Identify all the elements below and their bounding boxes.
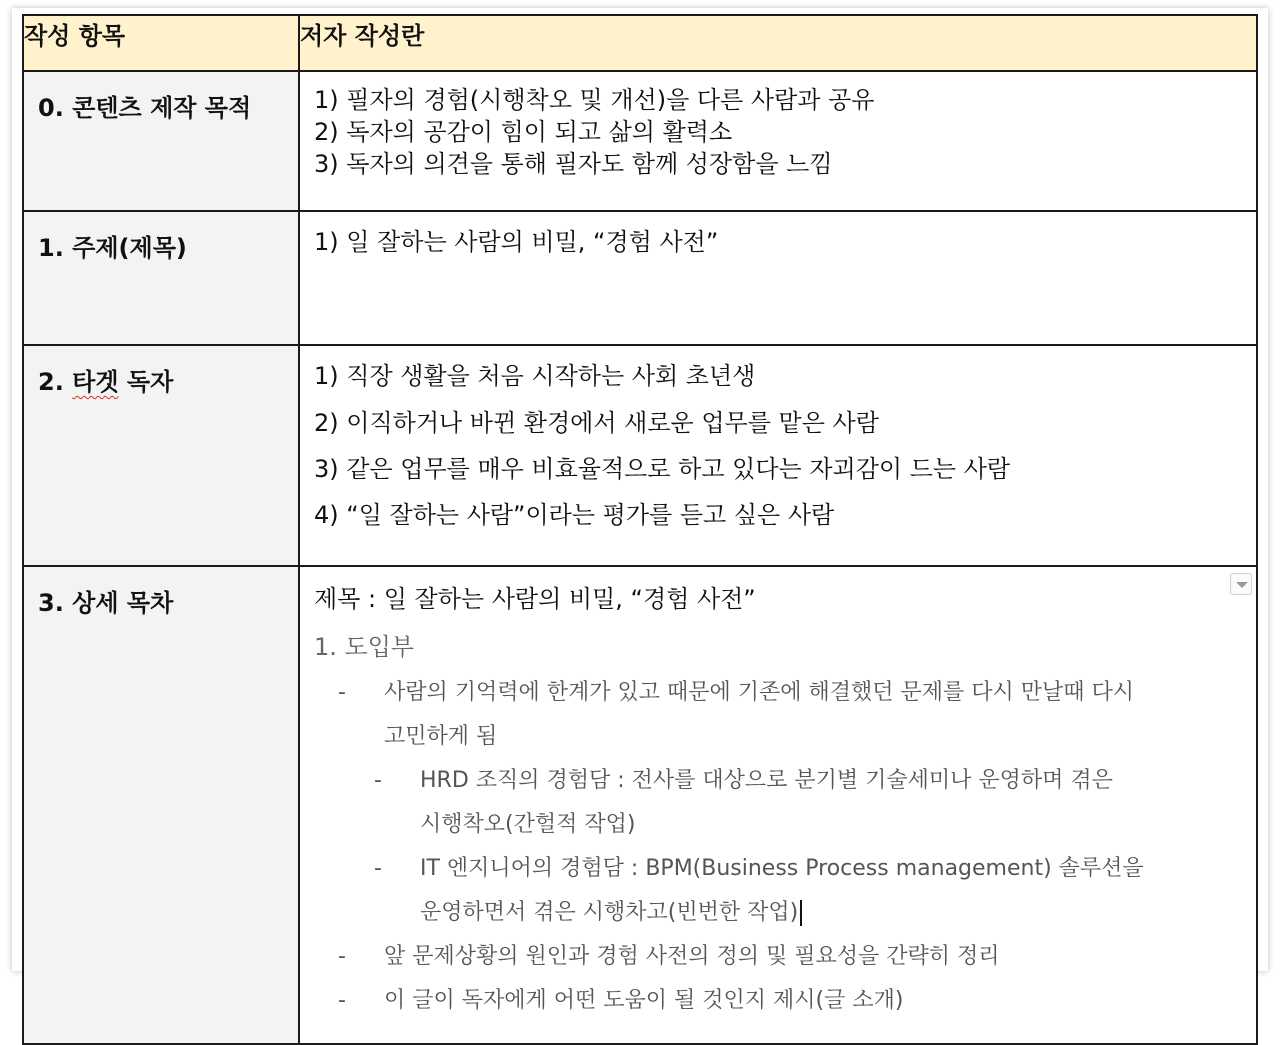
outline-table — [22, 14, 1258, 1045]
dash-bullet: - — [374, 768, 382, 793]
table-row-detailed-toc — [23, 566, 1257, 1044]
list-item: 3) 독자의 의견을 통해 필자도 함께 성장함을 느낌 — [314, 150, 833, 178]
row-label-prefix: 2. — [38, 368, 73, 396]
list-item: 1) 필자의 경험(시행착오 및 개선)을 다른 사람과 공유 — [314, 86, 875, 114]
dash-bullet: - — [374, 856, 382, 881]
chevron-down-icon[interactable] — [1230, 573, 1252, 595]
text-cursor — [800, 900, 802, 926]
row-label[interactable]: 1. 주제(제목) — [23, 211, 299, 345]
list-item: 2) 이직하거나 바뀐 환경에서 새로운 업무를 맡은 사람 — [314, 409, 879, 437]
table-row-topic — [23, 211, 1257, 345]
list-item: 1) 직장 생활을 처음 시작하는 사회 초년생 — [314, 362, 756, 390]
dash-bullet: - — [338, 680, 346, 705]
dash-bullet: - — [338, 944, 346, 969]
row-content[interactable] — [299, 566, 1257, 1044]
row-content[interactable] — [299, 345, 1257, 566]
bullet-item: - 이 글이 독자에게 어떤 도움이 될 것인지 제시(글 소개) — [314, 979, 1256, 1023]
outline-heading: 1. 도입부 — [314, 633, 415, 661]
header-author-column: 저자 작성란 — [299, 15, 1257, 71]
list-item: 2) 독자의 공감이 힘이 되고 삶의 활력소 — [314, 118, 733, 146]
dash-bullet: - — [338, 988, 346, 1013]
table-header-row — [23, 15, 1257, 71]
list-item: 3) 같은 업무를 매우 비효율적으로 하고 있다는 자괴감이 드는 사람 — [314, 455, 1011, 483]
list-item: 1) 일 잘하는 사람의 비밀, “경험 사전” — [314, 228, 719, 256]
table-row-target-reader — [23, 345, 1257, 566]
list-item: 4) “일 잘하는 사람”이라는 평가를 듣고 싶은 사람 — [314, 501, 835, 529]
sub-bullet-item: - HRD 조직의 경험담 : 전사를 대상으로 분기별 기술세미나 운영하며 겪은 — [314, 759, 1256, 803]
header-item-column: 작성 항목 — [23, 15, 299, 71]
row-label[interactable] — [23, 345, 299, 566]
row-content[interactable] — [299, 71, 1257, 211]
row-content[interactable] — [299, 211, 1257, 345]
bullet-continuation: 고민하게 됨 — [384, 724, 498, 749]
toc-title: 제목 : 일 잘하는 사람의 비밀, “경험 사전” — [314, 585, 756, 613]
sub-bullet-item: - IT 엔지니어의 경험담 : BPM(Business Process management) 솔루션을 — [314, 847, 1256, 891]
sub-bullet-continuation: 시행착오(간헐적 작업) — [420, 812, 636, 837]
bullet-item: - 사람의 기억력에 한계가 있고 때문에 기존에 해결했던 문제를 다시 만날때 다시 — [314, 671, 1256, 715]
row-label[interactable]: 3. 상세 목차 — [23, 566, 299, 1044]
bullet-item: - 앞 문제상황의 원인과 경험 사전의 정의 및 필요성을 간략히 정리 — [314, 935, 1256, 979]
document-canvas[interactable] — [12, 8, 1268, 1013]
row-label-suffix: 독자 — [118, 368, 174, 396]
sub-bullet-continuation: 운영하면서 겪은 시행차고(빈번한 작업) — [314, 891, 1256, 935]
row-label[interactable]: 0. 콘텐츠 제작 목적 — [23, 71, 299, 211]
table-row-purpose — [23, 71, 1257, 211]
spellcheck-flagged-word[interactable]: 타겟 — [72, 368, 119, 396]
